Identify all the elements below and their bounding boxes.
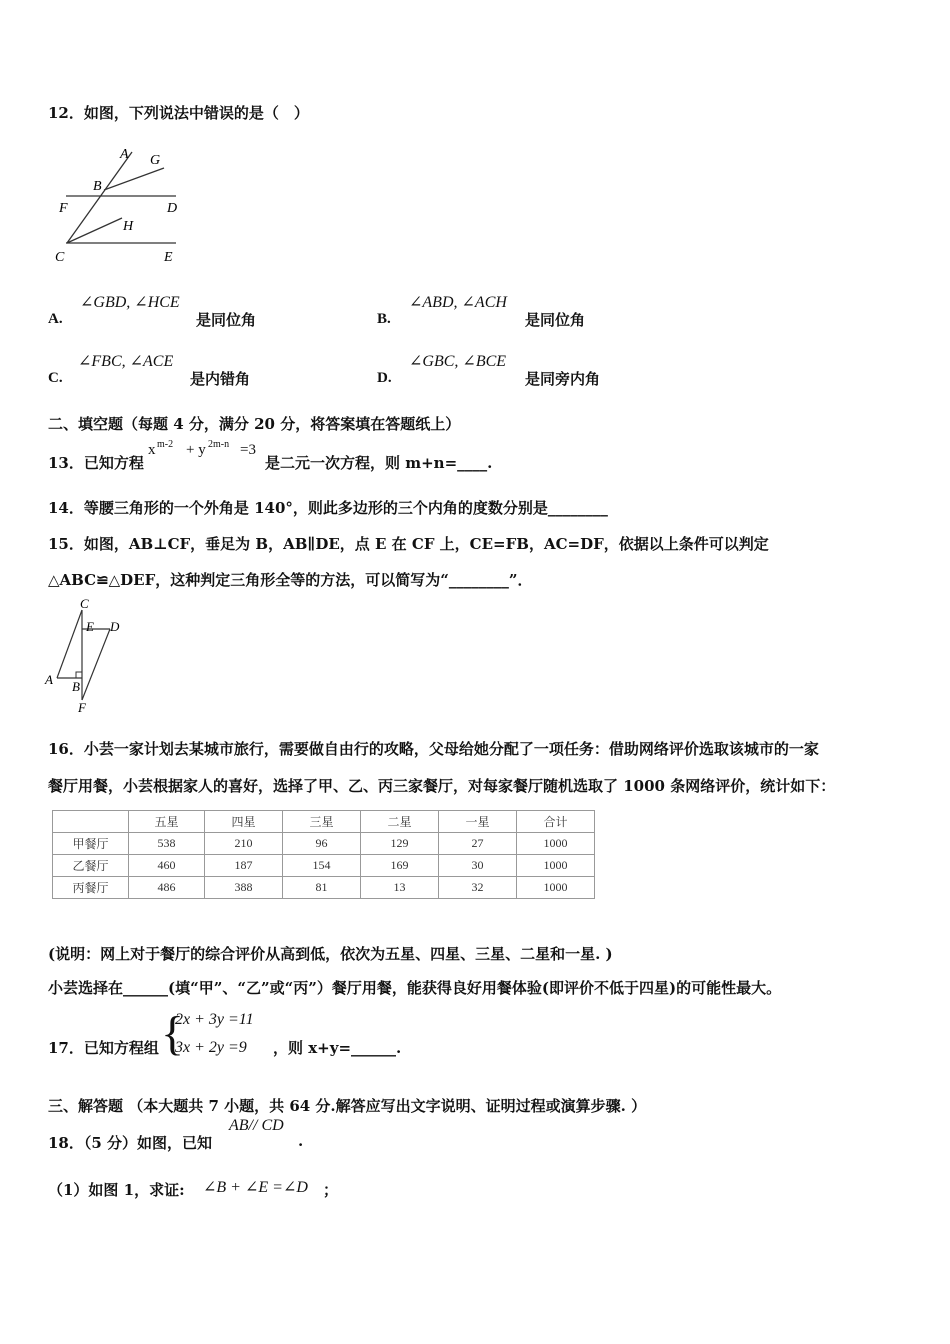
table-cell: 13 <box>361 877 439 899</box>
table-cell: 丙餐厅 <box>53 877 129 899</box>
label-a: A <box>45 672 53 687</box>
table-row <box>53 877 595 899</box>
option-math: ∠FBC, ∠ACE <box>78 353 174 370</box>
q13 <box>48 437 648 473</box>
section3-title: 三、解答题 （本大题共 7 小题，共 64 分.解答应写出文字说明、证明过程或演算步骤. ） <box>48 1097 647 1115</box>
table-cell: 81 <box>283 877 361 899</box>
table-cell: 1000 <box>517 855 595 877</box>
section2-title: 二、填空题（每题 4 分，满分 20 分，将答案填在答题纸上） <box>48 415 461 433</box>
option-letter: A. <box>48 311 63 327</box>
table-cell: 154 <box>283 855 361 877</box>
q15-line1: 15．如图，AB⊥CF，垂足为 B，AB∥DE，点 E 在 CF 上，CE=FB，AC=DF，依据以上条件可以判定 <box>48 535 769 553</box>
q17-suffix: ，则 x+y=______. <box>273 1039 402 1057</box>
table-cell: 538 <box>129 833 205 855</box>
table-cell: 169 <box>361 855 439 877</box>
label-a: A <box>120 147 129 162</box>
table-cell: 1000 <box>517 877 595 899</box>
q18-part1-prefix: （1）如图 1，求证: <box>48 1181 185 1199</box>
label-f: F <box>78 700 86 714</box>
label-h: H <box>123 219 134 234</box>
table-header-cell: 五星 <box>129 811 205 833</box>
label-b: B <box>72 679 80 694</box>
q18 <box>48 1117 448 1153</box>
q17-prefix: 17．已知方程组 <box>48 1039 159 1057</box>
table-cell: 1000 <box>517 833 595 855</box>
option-math: ∠ABD, ∠ACH <box>409 294 507 311</box>
q16-question: 小芸选择在______(填“甲”、“乙”或“丙”）餐厅用餐，能获得良好用餐体验(即评价不低于四星)的可能性最大。 <box>48 979 782 997</box>
table-cell: 129 <box>361 833 439 855</box>
q13-eq: =3 <box>240 442 256 458</box>
brace-icon: { <box>161 1007 185 1060</box>
q12-stem: 12．如图，下列说法中错误的是（ ） <box>48 104 309 122</box>
table-cell: 460 <box>129 855 205 877</box>
table-cell: 486 <box>129 877 205 899</box>
label-e: E <box>86 619 94 634</box>
q16-note: (说明：网上对于餐厅的综合评价从高到低，依次为五星、四星、三星、二星和一星. ) <box>48 945 613 963</box>
q18-part1-suffix: ； <box>323 1181 339 1199</box>
label-d: D <box>167 201 178 216</box>
q15-line2: △ABC≌△DEF，这种判定三角形全等的方法，可以简写为“________”． <box>48 571 533 589</box>
q16-line2: 餐厅用餐，小芸根据家人的喜好，选择了甲、乙、丙三家餐厅，对每家餐厅随机选取了 1000 条网络评价，统计如下： <box>48 777 836 795</box>
label-b: B <box>93 179 102 194</box>
table-cell: 32 <box>439 877 517 899</box>
option-text: 是同位角 <box>196 311 257 329</box>
q17-eq2: 3x + 2y =9 <box>175 1039 247 1056</box>
table-header-cell <box>53 811 129 833</box>
seg-ac <box>57 610 82 678</box>
q18-part1 <box>48 1177 448 1201</box>
table-cell: 30 <box>439 855 517 877</box>
table-header-cell: 合计 <box>517 811 595 833</box>
label-d: D <box>110 619 120 634</box>
q14-text: 14．等腰三角形的一个外角是 140°，则此多边形的三个内角的度数分别是________ <box>48 499 608 517</box>
option-text: 是同位角 <box>525 311 586 329</box>
q15-figure <box>42 596 132 714</box>
table-cell: 甲餐厅 <box>53 833 129 855</box>
q18-part1-math: ∠B + ∠E =∠D <box>203 1179 308 1196</box>
q17 <box>48 1008 548 1064</box>
table-cell: 乙餐厅 <box>53 855 129 877</box>
option-math: ∠GBC, ∠BCE <box>409 353 507 370</box>
option-letter: C. <box>48 370 63 386</box>
table-header-cell: 四星 <box>205 811 283 833</box>
q13-prefix: 13．已知方程 <box>48 454 144 472</box>
q13-x-exp: m-2 <box>157 439 174 450</box>
q17-eq1: 2x + 3y =11 <box>175 1011 254 1028</box>
q16-table-wrap <box>52 810 595 899</box>
option-letter: B. <box>377 311 391 327</box>
table-cell: 27 <box>439 833 517 855</box>
label-f: F <box>59 201 68 216</box>
q16-table <box>52 810 595 899</box>
q16-line1: 16．小芸一家计划去某城市旅行，需要做自由行的攻略，父母给她分配了一项任务：借助网络评价选取该城市的一家 <box>48 740 819 758</box>
table-row <box>53 855 595 877</box>
option-text: 是内错角 <box>190 370 251 388</box>
label-c: C <box>80 596 89 611</box>
label-g: G <box>150 153 161 168</box>
seg-df <box>82 629 110 700</box>
table-cell: 96 <box>283 833 361 855</box>
table-header-cell: 一星 <box>439 811 517 833</box>
table-header-row <box>53 811 595 833</box>
q18-math: AB// CD <box>229 1117 284 1134</box>
option-letter: D. <box>377 370 392 386</box>
table-header-cell: 二星 <box>361 811 439 833</box>
label-c: C <box>55 250 65 265</box>
q18-suffix: . <box>298 1132 304 1150</box>
table-cell: 210 <box>205 833 283 855</box>
q13-suffix: 是二元一次方程，则 m+n=____. <box>265 454 493 472</box>
table-header-cell: 三星 <box>283 811 361 833</box>
table-cell: 388 <box>205 877 283 899</box>
option-text: 是同旁内角 <box>525 370 601 388</box>
q13-plus-y: + y <box>186 442 206 458</box>
table-row <box>53 833 595 855</box>
label-e: E <box>164 250 173 265</box>
right-angle-mark <box>76 672 82 678</box>
q18-prefix: 18．（5 分）如图，已知 <box>48 1134 213 1152</box>
table-cell: 187 <box>205 855 283 877</box>
q12-figure <box>50 140 190 265</box>
q13-x: x <box>148 442 156 458</box>
q13-y-exp: 2m-n <box>208 439 230 450</box>
option-math: ∠GBD, ∠HCE <box>80 294 180 311</box>
